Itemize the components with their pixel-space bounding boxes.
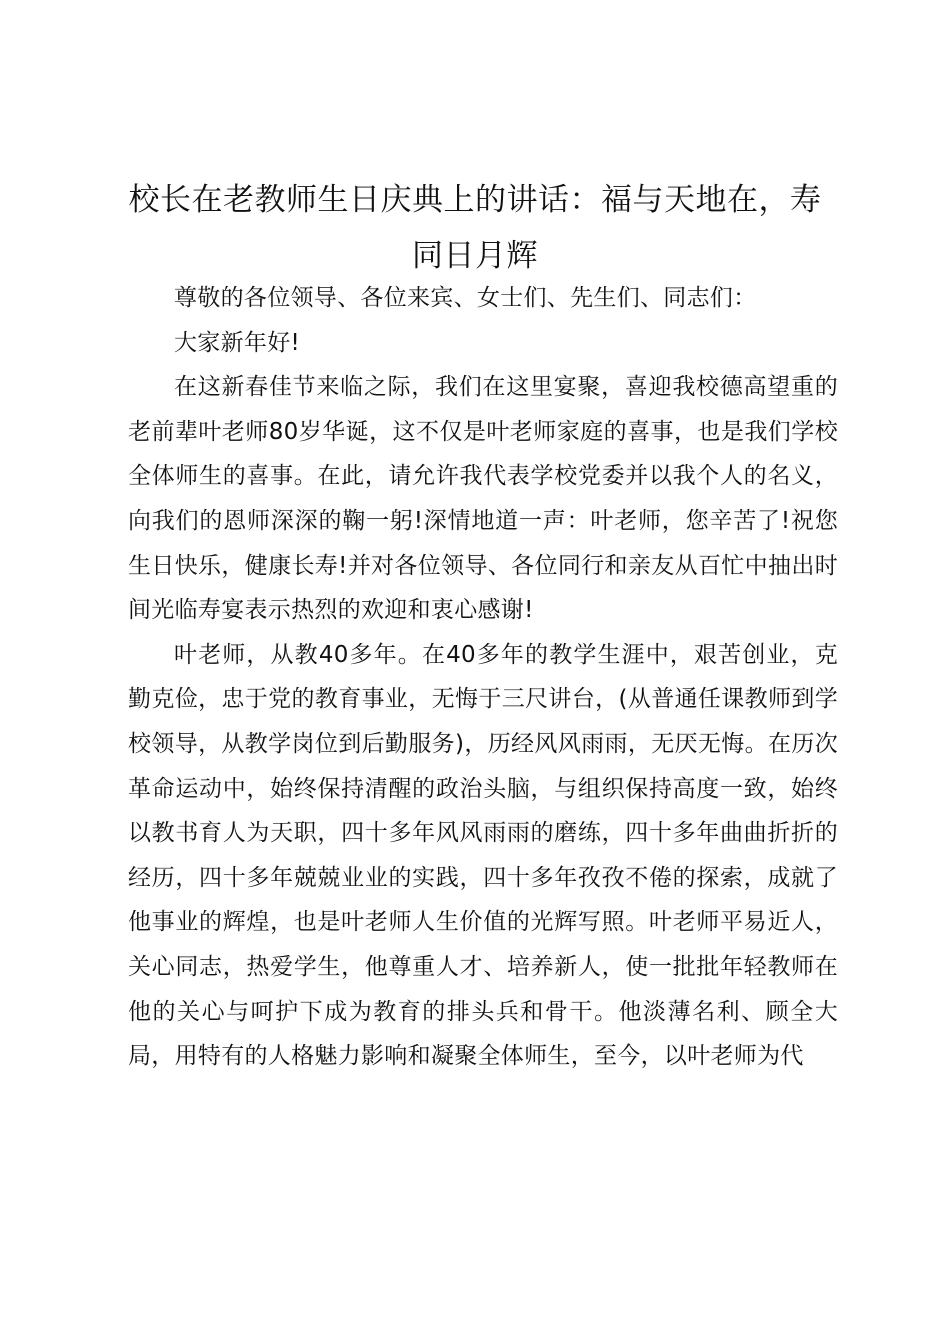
body-paragraph: 叶老师，从教40多年。在40多年的教学生涯中，艰苦创业，克勤克俭，忠于党的教育事业，无悔于三尺讲台，(从普通任课教师到学校领导，从教学岗位到后勤服务)，历经风风雨雨，无厌无悔。在历次革命运动中，始终保持清醒的政治头脑，与组织保持高度一致，始终以教书育人为天职，四十多年风风雨雨的磨练，四十多年曲曲折折的经历，四十多年兢兢业业的实践，四十多年孜孜不倦的探索，成就了他事业的辉煌，也是叶老师人生价值的光辉写照。叶老师平易近人，关心同志，热爱学生，他尊重人才、培养新人，使一批批年轻教师在他的关心与呵护下成为教育的排头兵和骨干。他淡薄名利、顾全大局，用特有的人格魅力影响和凝聚全体师生，至今，以叶老师为代 — [128, 641, 838, 1070]
document-body — [128, 276, 838, 1079]
salutation-paragraph: 尊敬的各位领导、各位来宾、女士们、先生们、同志们： — [174, 285, 757, 311]
greeting-paragraph: 大家新年好! — [174, 329, 301, 356]
body-paragraph: 在这新春佳节来临之际，我们在这里宴聚，喜迎我校德高望重的老前辈叶老师80岁华诞，这不仅是叶老师家庭的喜事，也是我们学校全体师生的喜事。在此，请允许我代表学校党委并以我个人的名义，向我们的恩师深深的鞠一躬!深情地道一声：叶老师，您辛苦了!祝您生日快乐，健康长寿!并对各位领导、各位同行和亲友从百忙中抽出时间光临寿宴表示热烈的欢迎和衷心感谢! — [128, 374, 838, 624]
document-title: 校长在老教师生日庆典上的讲话：福与天地在，寿同日月辉 — [128, 182, 822, 274]
